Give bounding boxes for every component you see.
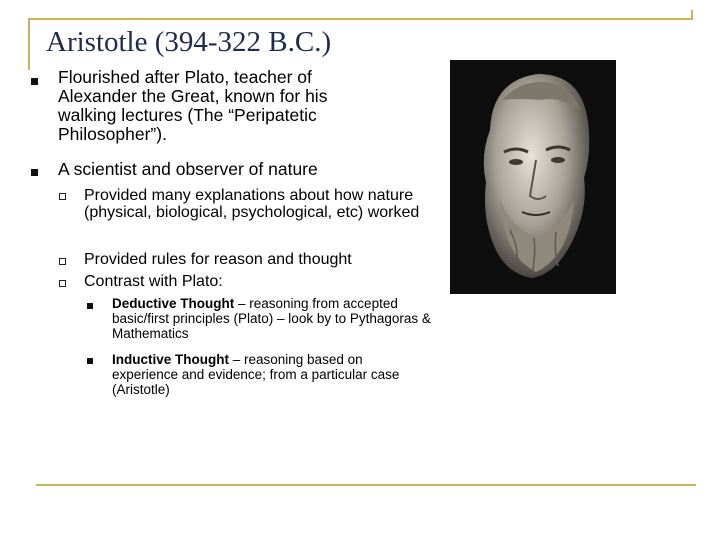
- contrast-description: – reasoning based on experience and evidence; from a particular case (Aristotle): [112, 352, 400, 397]
- aristotle-bust-image: [450, 60, 616, 294]
- bullet-text: A scientist and observer of nature: [58, 159, 318, 179]
- bust-portrait-icon: [450, 60, 616, 294]
- sub-bullet-text: Provided many explanations about how nature (physical, biological, psychological, etc) worked: [84, 187, 420, 221]
- bullet-square-icon: [31, 169, 38, 176]
- contrast-text: [112, 352, 432, 397]
- bottom-accent-rule: [36, 484, 696, 486]
- bullet-square-icon: [87, 303, 93, 309]
- bullet-square-icon: [31, 78, 38, 85]
- sub-bullet-text: Provided rules for reason and thought: [84, 251, 352, 268]
- hollow-square-icon: [59, 258, 66, 265]
- slide-title: Aristotle (394-322 B.C.): [46, 26, 332, 58]
- hollow-square-icon: [59, 193, 66, 200]
- left-accent-rule: [28, 18, 30, 70]
- sub-bullet-text: Contrast with Plato:: [84, 273, 223, 290]
- hollow-square-icon: [59, 280, 66, 287]
- top-accent-rule: [28, 18, 693, 20]
- top-rule-end-tick: [691, 10, 693, 20]
- contrast-term: Inductive Thought: [112, 352, 229, 367]
- bullet-square-icon: [87, 358, 93, 364]
- contrast-description: – reasoning from accepted basic/first principles (Plato) – look by to Pythagoras & Mathematics: [112, 296, 431, 341]
- contrast-text: [112, 296, 432, 341]
- contrast-term: Deductive Thought: [112, 296, 235, 311]
- bullet-text: Flourished after Plato, teacher of Alexander the Great, known for his walking lectures (The “Peripatetic Philosopher”).: [58, 67, 328, 144]
